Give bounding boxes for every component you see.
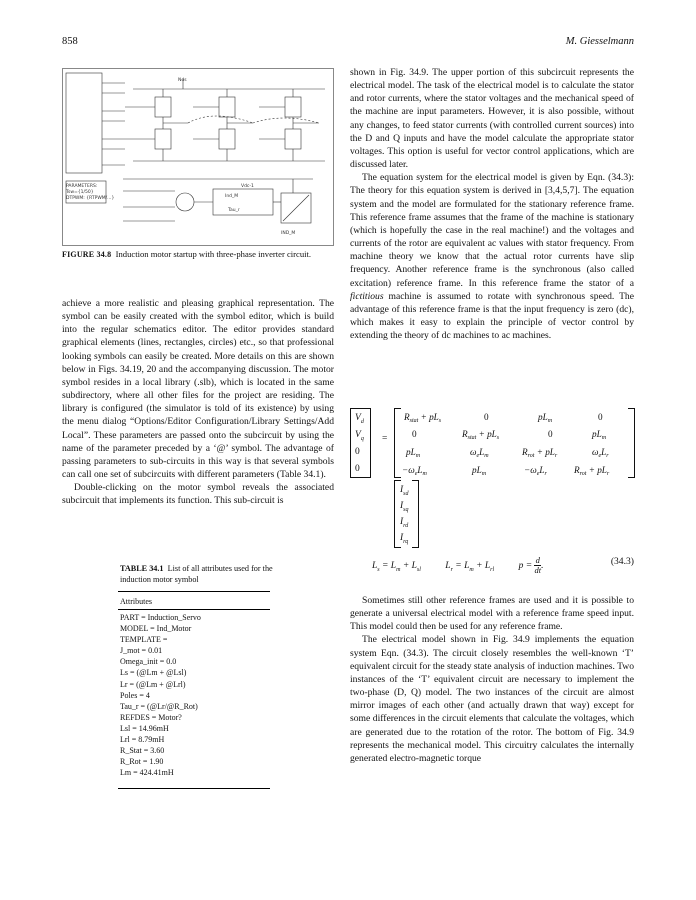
m31: $pL_m$ xyxy=(406,447,421,459)
table-title xyxy=(120,563,280,585)
right-column-bottom xyxy=(350,594,634,765)
equation-definitions xyxy=(372,556,634,575)
equation-number: (34.3) xyxy=(610,556,634,567)
m23: 0 xyxy=(548,429,553,439)
matrix-bracket-right xyxy=(628,408,635,478)
current-entry: $I_{rq}$ xyxy=(400,533,409,545)
voltage-entry: 0 xyxy=(355,464,360,474)
table-column-header: Attributes xyxy=(120,597,152,606)
m24: $pL_m$ xyxy=(592,429,607,441)
table-row: TEMPLATE = xyxy=(120,635,168,645)
left-paragraph-1: achieve a more realistic and pleasing graphical representation. The symbol can be easily created with the symbol editor, which is build into the regular schematics editor. The editor provides standard graphical elements (lines, rectangles, circles) etc., so that professional looking symbols can easily be created. More details on this are shown below in Figs. 34.19, 20 and the accompanying discussion. The motor symbol resides in a local library (.slb), which is located in the same subdirectory, where all other files for the project are residing. The library is configured (the simulator is told of its existence) by using the menu dialog “Options/Editor Configuration/Library Settings/Add Local”. These parameters are passed onto the subcircuit by using the name of the parameter preceded by a ‘@’ symbol. The advantage of passing parameters to sub-circuits in this way is that several symbols can call one set of subcircuits with different parameters (Table 34.1). xyxy=(62,298,334,481)
param-label: PARAMETERS: xyxy=(66,184,98,189)
table-row: J_mot = 0.01 xyxy=(120,646,163,656)
right-paragraph-3: Sometimes still other reference frames are used and it is possible to generate a universal electrical model with a reference frame speed input. This model could then be used for any reference frame. xyxy=(350,595,634,633)
current-entry: $I_{sd}$ xyxy=(400,485,409,497)
m14: 0 xyxy=(598,412,603,422)
table-body xyxy=(120,612,201,778)
def-lr: $L_r = L_m + L_{rl}$ xyxy=(445,560,495,573)
table-header-rule xyxy=(118,609,270,610)
table-caption-text: List of all attributes used for the induction motor symbol xyxy=(120,564,273,584)
m34: $\omega_eL_r$ xyxy=(592,447,609,459)
matrix-bracket-left xyxy=(394,408,401,478)
table-row: Tau_r = (@Lr/@R_Rot) xyxy=(120,701,198,711)
m44: $R_{rot} + pL_r$ xyxy=(574,465,610,477)
running-head-author: M. Giesselmann xyxy=(565,36,634,47)
voltage-entry: $V_d$ xyxy=(355,413,364,425)
current-entry: $I_{sq}$ xyxy=(400,501,409,513)
m41: $-\omega_eL_m$ xyxy=(402,465,427,477)
table-row: Lsl = 14.96mH xyxy=(120,723,169,733)
table-row: Lm = 424.41mH xyxy=(120,768,174,778)
equals-sign: = xyxy=(382,434,388,444)
table-row: Poles = 4 xyxy=(120,690,150,700)
m11: $R_{stat} + pL_s$ xyxy=(404,412,442,424)
current-entry: $I_{rd}$ xyxy=(400,517,409,529)
vdc-label: Vdc-1 xyxy=(241,184,254,189)
right-paragraph-1: shown in Fig. 34.9. The upper portion of this subcircuit represents the electrical model. The task of the electrical model is to calculate the stator and rotor currents, where the stator voltages and the mechanical speed of the machine are input parameters. However, it is also possible, without any changes, to feed stator currents (with controlled current sources) into the D and Q inputs and have the model calculate the appropriate stator voltages. This option is useful for vector control applications, which are discussed later. xyxy=(350,67,634,171)
m33: $R_{rot} + pL_r$ xyxy=(522,447,558,459)
figure-label: FIGURE 34.8 xyxy=(62,250,112,259)
schematic-drawing xyxy=(63,69,333,245)
impedance-matrix xyxy=(402,408,628,478)
table-bottom-rule xyxy=(118,788,270,789)
voltage-bracket-right xyxy=(364,408,371,478)
voltage-entry: $V_q$ xyxy=(355,430,364,442)
table-label: TABLE 34.1 xyxy=(120,564,164,573)
figure-caption xyxy=(62,249,334,261)
def-ls: $L_s = L_m + L_{sl}$ xyxy=(372,560,421,573)
left-column xyxy=(62,297,334,508)
table-row: REFDES = Motor? xyxy=(120,712,182,722)
current-vector xyxy=(400,482,409,546)
m21: 0 xyxy=(412,429,417,439)
table-row: Lrl = 8.79mH xyxy=(120,735,165,745)
voltage-entry: 0 xyxy=(355,447,360,457)
right-paragraph-2a: The equation system for the electrical model is given by Eqn. (34.3): The theory for this equation system is derived in [3,4,5,7]. The equation system and the model are formulated for the stationary reference frame. This reference frame assumes that the frame of the machine is stationary (which is hopefully the case in the real machine!) and the voltages and currents of the rotor are equivalent ac values with stator frequency. From machine theory we know that the actual rotor currents have slip frequency. Another reference frame is the synchronous (also called excitation) reference frame. In this reference frame the stator of a xyxy=(350,172,634,289)
left-paragraph-2: Double-clicking on the motor symbol reveals the associated subcircuit that implements its function. This sub-circuit is xyxy=(62,482,334,507)
figure-34-8-schematic xyxy=(62,68,334,246)
voltage-vector xyxy=(355,410,364,478)
table-row: Ls = (@Lm + @Lsl) xyxy=(120,668,187,678)
right-paragraph-4: The electrical model shown in Fig. 34.9 implements the equation system Eqn. (34.3). The circuit closely resembles the well-known ‘T’ equivalent circuit for the steady state analysis of induction machines. Two instances of the ‘T’ equivalent circuit are necessary to implement the two-phase (D, Q) model. The two instances of the circuit are almost mirror images of each other (and actually drawn that way) except for some differences in the circuit elements that calculate the voltages, which are generated due to the rotation of the rotor. The bottom of Fig. 34.9 represents the mechanical model. This circuitry calculates the internally generated electro-magnetic torque xyxy=(350,634,634,764)
table-row: MODEL = Ind_Motor xyxy=(120,624,192,634)
right-paragraph-2 xyxy=(350,171,634,342)
vals-label: IND_M xyxy=(281,231,296,236)
param-1: Tsw={1/50} xyxy=(66,190,94,195)
tau-label: Tau_r xyxy=(228,208,240,213)
m12: 0 xyxy=(484,412,489,422)
param-2: DTPWM: {RTPWM/...} xyxy=(66,196,115,201)
table-row: PART = Induction_Servo xyxy=(120,613,201,622)
current-bracket-right xyxy=(412,480,419,548)
page-number: 858 xyxy=(62,36,78,47)
right-paragraph-2-italic: fictitious xyxy=(350,290,384,302)
table-row: R_Stat = 3.60 xyxy=(120,746,165,756)
m43: $-\omega_eL_r$ xyxy=(524,465,547,477)
m42: $pL_m$ xyxy=(472,465,487,477)
meter-label: Ind_M xyxy=(225,194,239,199)
m32: $\omega_eL_m$ xyxy=(470,447,489,459)
m13: $pL_m$ xyxy=(538,412,553,424)
figure-caption-text: Induction motor startup with three-phase inverter circuit. xyxy=(115,249,312,259)
def-p: p = $\frac{d}{dt}$ . xyxy=(518,555,544,575)
table-row: Lr = (@Lm + @Lrl) xyxy=(120,679,186,689)
equation-34-3 xyxy=(350,404,640,589)
m22: $R_{stat} + pL_s$ xyxy=(462,429,500,441)
table-row: Omega_init = 0.0 xyxy=(120,657,177,667)
table-row: R_Rot = 1.90 xyxy=(120,757,164,767)
node-label: Nds xyxy=(178,78,187,83)
table-top-rule xyxy=(118,591,270,592)
right-paragraph-2b: machine is assumed to rotate with synchronous speed. The advantage of this reference frame is that the input frequency is zero (dc), which makes it easy to explain the principle of vector control by extending the theory of dc machines to ac machines. xyxy=(350,290,634,342)
right-column-top xyxy=(350,66,634,342)
